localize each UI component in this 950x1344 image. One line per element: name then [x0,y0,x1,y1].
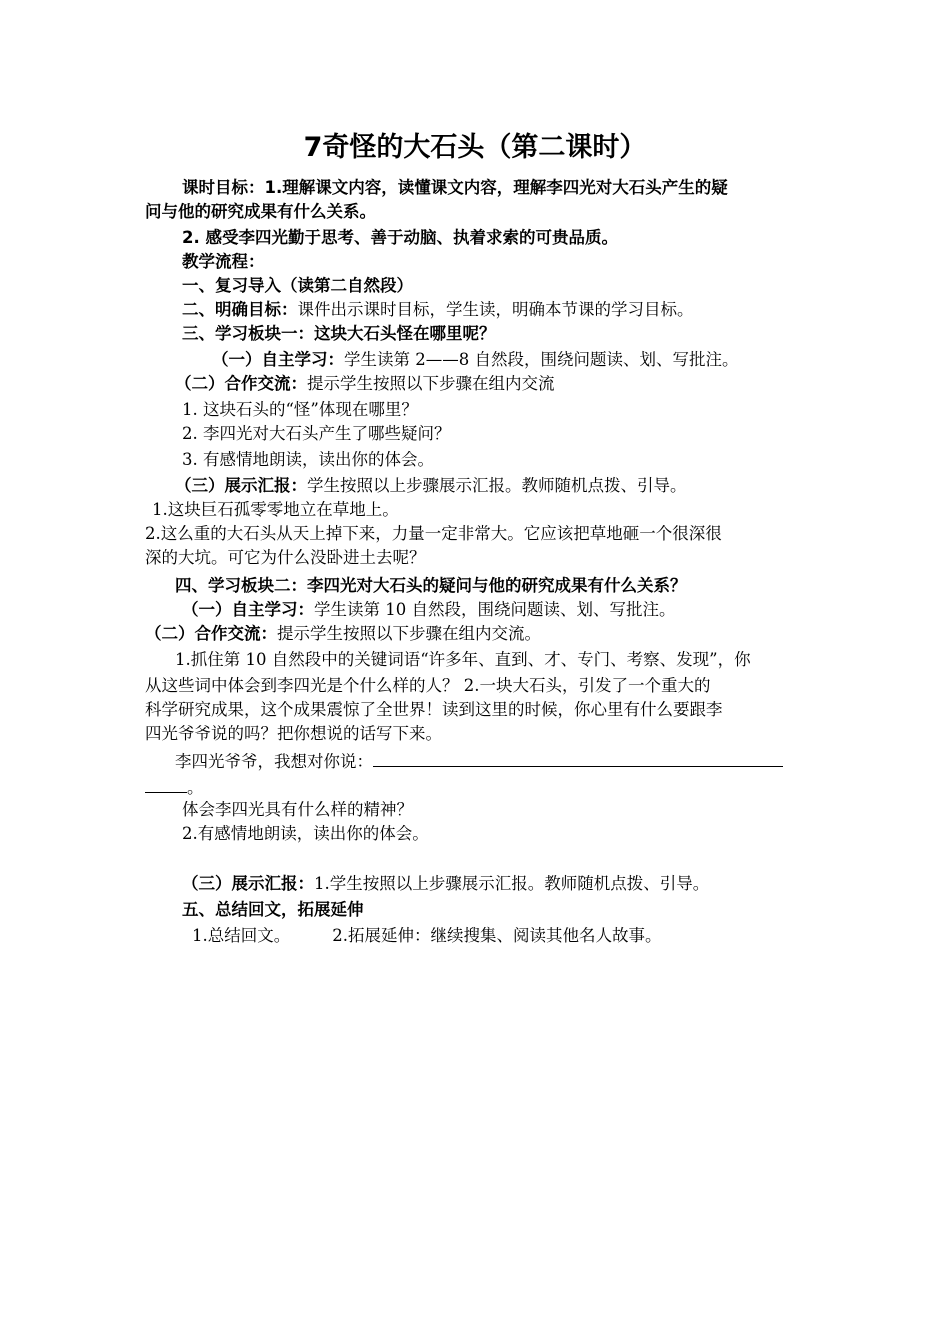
section-5-item-2: 2.拓展延伸：继续搜集、阅读其他名人故事。 [332,926,662,945]
section-4-show [182,872,709,896]
say-prompt-continuation [145,774,204,800]
section-3-question-1: 1. 这块石头的“怪”体现在哪里？ [182,400,418,419]
section-3-self-study [212,348,739,372]
section-4-show-label: （三）展示汇报： [182,874,314,893]
say-prompt: 李四光爷爷，我想对你说： [175,752,373,771]
section-4-paragraph-line-3: 科学研究成果，这个成果震惊了全世界！读到这里的时候，你心里有什么要跟李 [145,700,723,719]
goal-line-2: 问与他的研究成果有什么关系。 [145,202,376,221]
section-2 [182,298,694,322]
section-4-paragraph-line-2: 从这些词中体会到李四光是个什么样的人？ 2.一块大石头，引发了一个重大的 [145,676,711,695]
section-4-coop-text: 提示学生按照以下步骤在组内交流。 [277,624,541,643]
say-end: 。 [187,778,204,797]
section-4-coop [145,622,541,646]
answer-blank-line[interactable] [373,748,783,767]
section-3-question-3: 3. 有感情地朗读，读出你的体会。 [182,450,434,469]
section-3-show-text: 学生按照以上步骤展示汇报。教师随机点拨、引导。 [307,476,687,495]
section-3-show-label: （三）展示汇报： [175,476,307,495]
section-4-paragraph-line-4: 四光爷爷说的吗？把你想说的话写下来。 [145,724,442,743]
goal-line-1 [182,176,728,200]
page-title: 7奇怪的大石头（第二课时） [303,132,647,163]
section-3-self-label: （一）自主学习： [212,350,344,369]
goal-label: 课时目标： [182,178,265,197]
section-3-coop [175,372,555,396]
section-2-text: 课件出示课时目标，学生读，明确本节课的学习目标。 [297,300,694,319]
answer-blank-line-end[interactable] [145,774,187,793]
section-3-answer-1: 1.这块巨石孤零零地立在草地上。 [152,500,399,519]
section-4-coop-label: （二）合作交流： [145,624,277,643]
section-3-answer-2-line-2: 深的大坑。可它为什么没卧进土去呢？ [145,548,426,567]
section-5-items [192,924,662,948]
section-4-self-label: （一）自主学习： [182,600,314,619]
goal-item-1: 1.理解课文内容，读懂课文内容，理解李四光对大石头产生的疑 [264,178,728,197]
section-3-question-2: 2. 李四光对大石头产生了哪些疑问？ [182,424,451,443]
section-3-show [175,474,687,498]
section-4-self-text: 学生读第 10 自然段，围绕问题读、划、写批注。 [314,600,676,619]
section-5-heading: 五、总结回文，拓展延伸 [182,900,364,919]
section-3-heading: 三、学习板块一：这块大石头怪在哪里呢？ [182,324,496,343]
flow-label: 教学流程： [182,252,265,271]
section-4-self-study [182,598,676,622]
section-4-spirit: 体会李四光具有什么样的精神？ [182,800,413,819]
section-4-paragraph-line-1: 1.抓住第 10 自然段中的关键词语“许多年、直到、才、专门、考察、发现”，你 [175,650,751,669]
section-3-coop-text: 提示学生按照以下步骤在组内交流 [307,374,555,393]
section-3-self-text: 学生读第 2——8 自然段，围绕问题读、划、写批注。 [344,350,739,369]
section-4-read: 2.有感情地朗读，读出你的体会。 [182,824,429,843]
section-3-answer-2-line-1: 2.这么重的大石头从天上掉下来，力量一定非常大。它应该把草地砸一个很深很 [145,524,722,543]
section-5-item-1: 1.总结回文。 [192,926,291,945]
section-1-heading: 一、复习导入（读第二自然段） [182,276,413,295]
section-3-coop-label: （二）合作交流： [175,374,307,393]
section-4-heading: 四、学习板块二：李四光对大石头的疑问与他的研究成果有什么关系？ [175,576,687,595]
section-4-show-text: 1.学生按照以上步骤展示汇报。教师随机点拨、引导。 [314,874,710,893]
say-prompt-line [175,748,783,774]
section-2-label: 二、明确目标： [182,300,298,319]
goal-item-2: 2. 感受李四光勤于思考、善于动脑、执着求索的可贵品质。 [182,228,618,247]
